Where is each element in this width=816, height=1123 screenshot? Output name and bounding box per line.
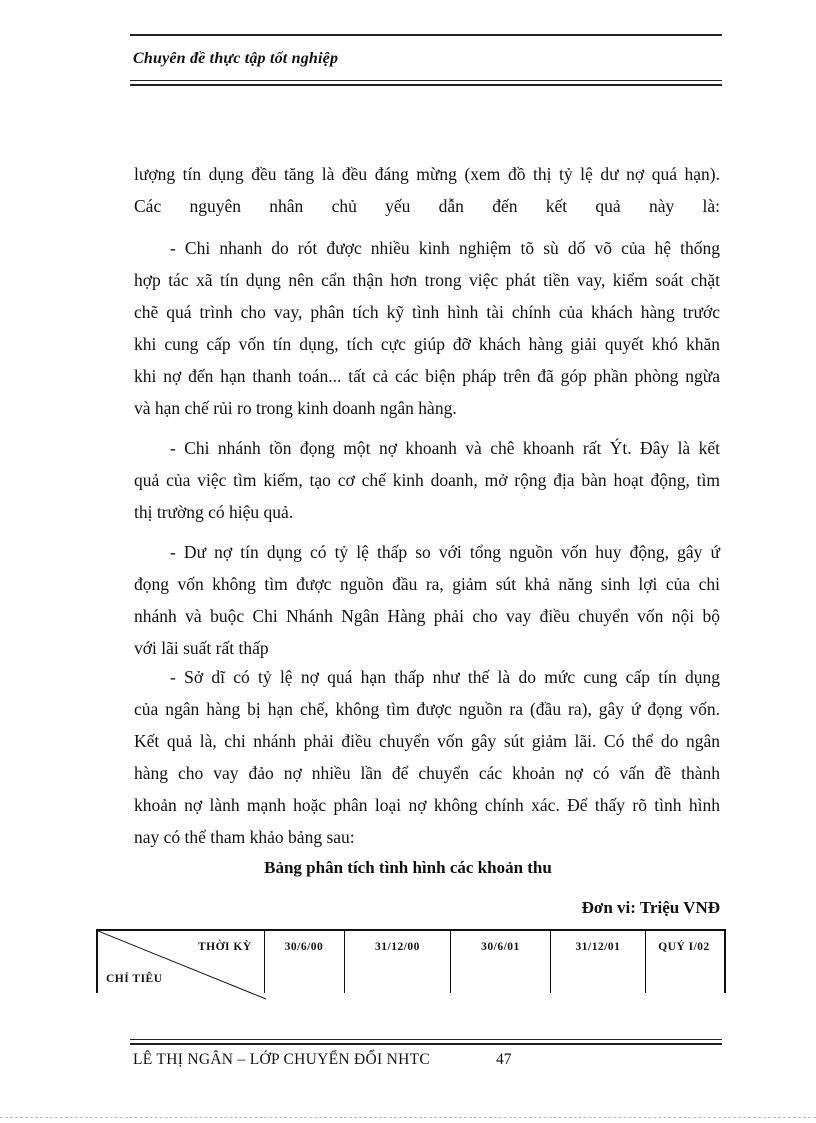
page-number: 47 — [496, 1051, 512, 1068]
text-line: quả của việc tìm kiếm, tạo cơ chế kinh doanh, mở rộng địa bàn hoạt động, tìm — [134, 470, 720, 490]
paragraph-intro — [134, 158, 720, 222]
text-line: nhánh và buộc Chi Nhánh Ngân Hàng phải cho vay điều chuyển vốn nội bộ — [134, 606, 720, 626]
column-header-cell — [345, 931, 451, 993]
text-line: - Chi nhánh tồn đọng một nợ khoanh và chê khoanh rất Ýt. Đây là kết — [170, 438, 720, 458]
text-line: của ngân hàng bị hạn chế, không tìm được nguồn ra (đầu ra), gây ứ đọng vốn. — [134, 699, 720, 719]
text-line: - Sở dĩ có tỷ lệ nợ quá hạn thấp như thế là do mức cung cấp tín dụng — [170, 667, 720, 687]
paragraph-reason-limited-supply — [134, 661, 720, 853]
table-unit: Đơn vi: Triệu VNĐ — [581, 898, 720, 917]
footer-rule-thin — [130, 1039, 722, 1040]
paragraph-reason-low-debt — [134, 432, 720, 528]
text-line: khoản nợ lành mạnh hoặc phân loại nợ không chính xác. Để thấy rõ tình hình — [134, 795, 720, 815]
text-line: nay có thể tham khảo bảng sau: — [134, 827, 355, 847]
header-rule-top — [130, 34, 722, 36]
text-line: chẽ quá trình cho vay, phân tích kỹ tình hình tài chính của khách hàng trước — [134, 302, 720, 322]
table-title: Bảng phân tích tình hình các khoản thu — [264, 858, 552, 877]
footer-rule-thick — [130, 1043, 722, 1045]
text-line: khi cung cấp vốn tín dụng, tích cực giúp đỡ khách hàng giải quyết khó khăn — [134, 334, 720, 354]
header-rule-thin — [130, 80, 722, 81]
text-line: hợp tác xã tín dụng nên cẩn thận hơn trong việc phát tiền vay, kiểm soát chặt — [134, 270, 720, 290]
text-line: thị trường có hiệu quả. — [134, 502, 294, 522]
column-header: 31/12/01 — [575, 941, 621, 953]
corner-period-label: THỜI KỲ — [198, 941, 252, 953]
column-header-cell — [551, 931, 646, 993]
header-rule-thick — [130, 84, 722, 86]
column-header: QUÝ I/02 — [658, 941, 710, 953]
corner-indicator-label: CHỈ TIÊU — [106, 973, 163, 985]
column-header: 30/6/00 — [284, 941, 324, 953]
column-header: 30/6/01 — [481, 941, 520, 953]
footer-author: LÊ THỊ NGÂN – LỚP CHUYỂN ĐỔI NHTC — [133, 1051, 431, 1068]
text-line: và hạn chế rủi ro trong kinh doanh ngân hàng. — [134, 398, 457, 418]
column-header: 31/12/00 — [375, 941, 420, 953]
page-edge — [0, 1117, 816, 1118]
income-analysis-table — [96, 929, 726, 993]
text-line: với lãi suất rất thấp — [134, 638, 269, 658]
text-line: Các nguyên nhân chủ yếu dẫn đến kết quả này là: — [134, 196, 720, 216]
column-header-cell — [451, 931, 551, 993]
paragraph-reason-low-ratio — [134, 536, 720, 664]
paragraph-reason-experience — [134, 232, 720, 424]
text-line: lượng tín dụng đều tăng là đều đáng mừng (xem đồ thị tỷ lệ dư nợ quá hạn). — [134, 164, 720, 184]
text-line: khi nợ đến hạn thanh toán... tất cả các biện pháp trên đã góp phần phòng ngừa — [134, 366, 720, 386]
column-header-cell — [646, 931, 722, 993]
header-title: Chuyên đề thực tập tốt nghiệp — [133, 50, 339, 67]
text-line: - Chi nhanh do rót được nhiều kinh nghiệm tõ sù dố võ của hệ thống — [170, 238, 720, 258]
text-line: - Dư nợ tín dụng có tỷ lệ thấp so với tổng nguồn vốn huy động, gây ứ — [170, 542, 720, 562]
text-line: hàng cho vay đảo nợ nhiều lần để chuyển các khoản nợ có vấn đề thành — [134, 763, 720, 783]
text-line: Kết quả là, chi nhánh phải điều chuyển vốn gây sút giảm lãi. Có thể do ngân — [134, 731, 720, 751]
column-header-cell — [264, 931, 345, 993]
text-line: đọng vốn không tìm được nguồn đầu ra, giảm sút khả năng sinh lợi của chi — [134, 574, 720, 594]
